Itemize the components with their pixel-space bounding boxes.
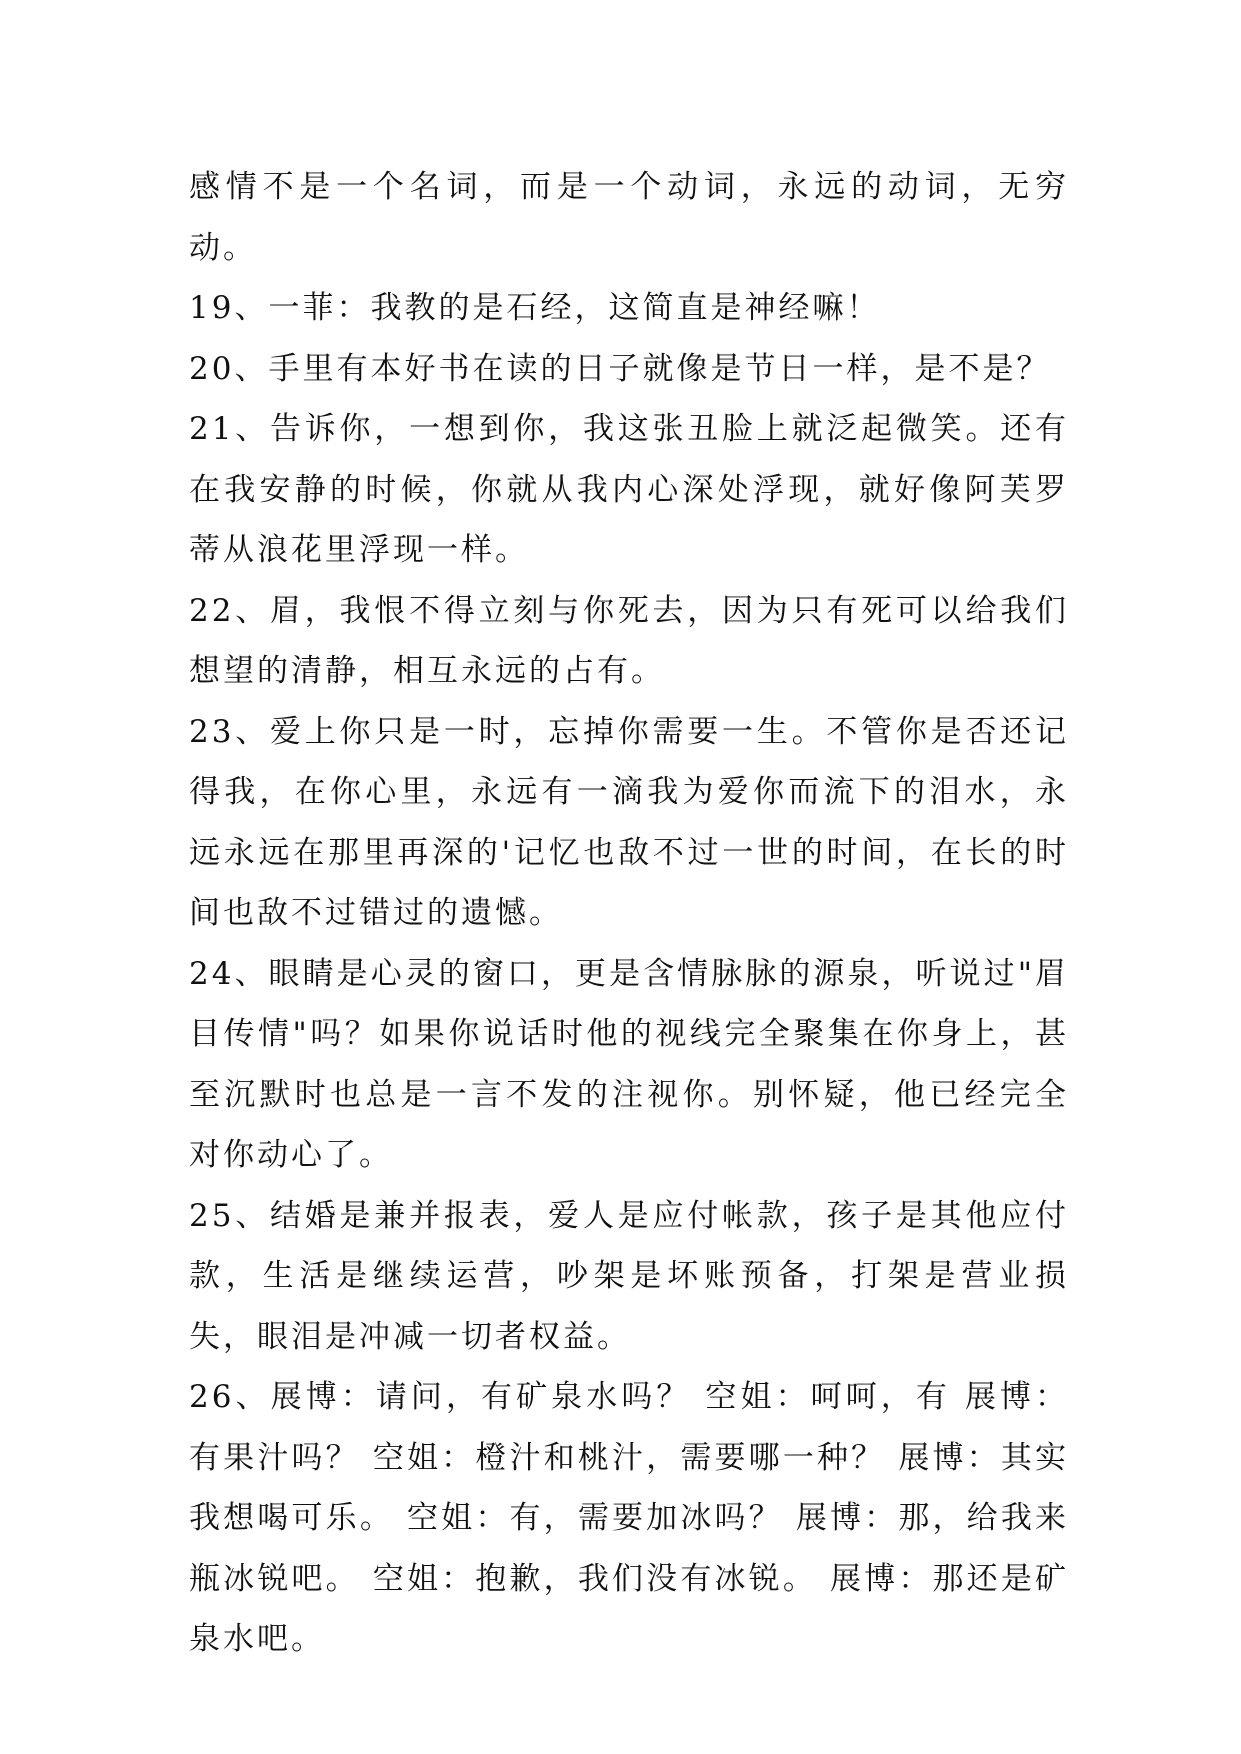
paragraph-intro: 感情不是一个名词，而是一个动词，永远的动词，无穷动。 — [189, 169, 1069, 266]
paragraph-26: 26、展博：请问，有矿泉水吗？ 空姐：呵呵，有 展博：有果汁吗？ 空姐：橙汁和桃汁，需要哪一种？ 展博：其实我想喝可乐。 空姐：有，需要加冰吗？ 展博：那，给我来瓶冰锐吧。 空姐：抱歉，我们没有冰锐。 展博：那还是矿泉水吧。 — [189, 1379, 1069, 1657]
paragraph-23: 23、爱上你只是一时，忘掉你需要一生。不管你是否还记得我，在你心里，永远有一滴我为爱你而流下的泪水，永远永远在那里再深的'记忆也敌不过一世的时间，在长的时间也敌不过错过的遗憾。 — [189, 713, 1069, 931]
document-body — [189, 157, 1069, 1670]
paragraph-25: 25、结婚是兼并报表，爱人是应付帐款，孩子是其他应付款，生活是继续运营，吵架是坏账预备，打架是营业损失，眼泪是冲减一切者权益。 — [189, 1197, 1069, 1355]
paragraph-19: 19、一菲：我教的是石经，这简直是神经嘛！ — [189, 290, 881, 326]
paragraph-21: 21、告诉你，一想到你，我这张丑脸上就泛起微笑。还有在我安静的时候，你就从我内心深处浮现，就好像阿芙罗蒂从浪花里浮现一样。 — [189, 411, 1069, 568]
paragraph-24: 24、眼睛是心灵的窗口，更是含情脉脉的源泉，听说过"眉目传情"吗？如果你说话时他的视线完全聚集在你身上，甚至沉默时也总是一言不发的注视你。别怀疑，他已经完全对你动心了。 — [189, 955, 1069, 1173]
paragraph-22: 22、眉，我恨不得立刻与你死去，因为只有死可以给我们想望的清静，相互永远的占有。 — [189, 592, 1069, 689]
paragraph-20: 20、手里有本好书在读的日子就像是节日一样，是不是？ — [189, 350, 1051, 387]
